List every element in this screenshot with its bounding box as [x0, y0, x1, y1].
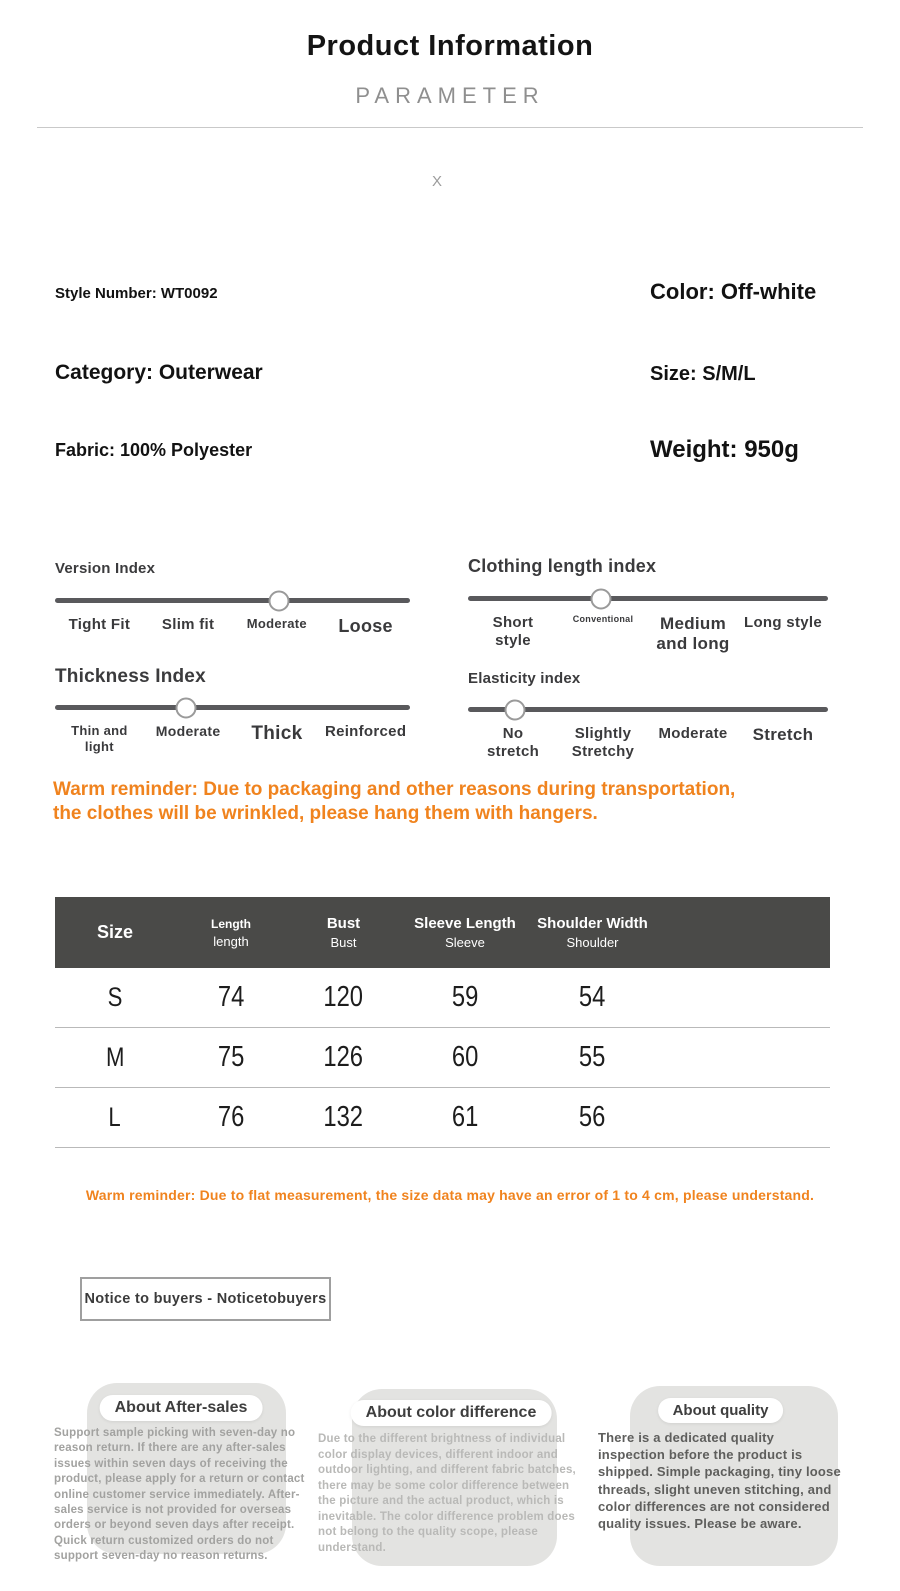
slider-label: Long style — [743, 614, 822, 631]
table-row-l — [55, 1088, 830, 1148]
slider-labels — [55, 723, 410, 754]
table-cell: 132 — [323, 1101, 364, 1133]
table-cell: 60 — [451, 1041, 479, 1073]
header-cell-length: Length length — [211, 916, 251, 949]
header-cell-bust: Bust Bust — [326, 915, 361, 950]
version-index-slider — [55, 560, 410, 638]
info-box-title: About color difference — [351, 1400, 552, 1426]
slider-track — [468, 707, 828, 712]
table-cell — [655, 1028, 830, 1087]
slider-track — [55, 705, 410, 710]
slider-title: Elasticity index — [468, 670, 581, 687]
product-fabric: Fabric: 100% Polyester — [55, 440, 253, 460]
table-cell: 126 — [323, 1041, 364, 1073]
slider-label: Slightly Stretchy — [571, 725, 635, 760]
slider-handle[interactable] — [591, 588, 612, 609]
slider-title: Version Index — [55, 560, 156, 577]
thickness-index-slider — [55, 666, 410, 754]
product-weight: Weight: 950g — [650, 436, 799, 463]
slider-label: Conventional — [572, 614, 634, 624]
slider-labels — [55, 616, 410, 638]
table-cell: 61 — [451, 1101, 479, 1133]
table-cell: 76 — [217, 1101, 245, 1133]
warm-reminder-transport — [53, 778, 853, 825]
table-cell — [655, 968, 830, 1027]
header-cell-size: Size — [96, 922, 134, 942]
table-cell: 54 — [579, 981, 606, 1013]
table-cell: L — [108, 1102, 122, 1132]
page-title: Product Information — [306, 30, 594, 62]
table-cell: 56 — [579, 1101, 606, 1133]
slider-handle[interactable] — [504, 699, 525, 720]
slider-label: Loose — [338, 616, 393, 636]
notice-to-buyers-label: Notice to buyers - Noticetobuyers — [84, 1291, 327, 1307]
table-cell: 74 — [217, 981, 245, 1013]
table-cell: 55 — [579, 1041, 606, 1073]
slider-title: Clothing length index — [468, 556, 657, 576]
slider-label: Reinforced — [324, 723, 407, 740]
broken-image-placeholder: X — [431, 173, 442, 190]
slider-label: No stretch — [486, 725, 540, 760]
info-box-title: About quality — [658, 1398, 784, 1423]
table-cell — [655, 1088, 830, 1147]
warm-reminder-measurement: Warm reminder: Due to flat measurement, the size data may have an error of 1 to 4 cm, please understand. — [85, 1187, 815, 1203]
info-box-body: Due to the different brightness of individual color display devices, different indoor and outdoor lighting, and different fabric batches, there may be some color difference between the picture and the actual product, which is inevitable. The color difference problem does not belong to the quality scope, please understand. — [318, 1433, 576, 1554]
slider-label: Tight Fit — [68, 616, 131, 633]
header-cell-shoulder-width: Shoulder Width Shoulder — [537, 915, 648, 950]
warm-reminder-line: Warm reminder: Due to packaging and other reasons during transportation, — [53, 779, 736, 800]
header-cell-empty — [655, 897, 830, 968]
slider-label: Medium and long — [656, 614, 730, 654]
table-cell: M — [105, 1042, 125, 1072]
slider-label: Stretch — [752, 725, 814, 744]
slider-labels — [468, 725, 828, 761]
slider-label: Short style — [492, 614, 534, 649]
product-style-number: Style Number: WT0092 — [55, 285, 218, 302]
header-cell-sleeve-length: Sleeve Length Sleeve — [414, 915, 516, 950]
header-divider — [37, 127, 863, 128]
size-table — [55, 897, 830, 1148]
info-box-body: There is a dedicated quality inspection before the product is shipped. Simple packaging, tiny loose threads, slight uneven stitching, and color differences are not considered quality issues. Please be aware. — [598, 1430, 841, 1532]
slider-track — [468, 596, 828, 601]
size-table-header — [55, 897, 830, 968]
slider-label: Moderate — [155, 723, 221, 739]
slider-label: Thin and light — [71, 723, 128, 754]
slider-labels — [468, 614, 828, 655]
table-cell: 120 — [323, 981, 364, 1013]
slider-handle[interactable] — [268, 590, 289, 611]
product-category: Category: Outerwear — [55, 361, 263, 384]
product-color: Color: Off-white — [650, 279, 817, 304]
clothing-length-slider — [468, 556, 828, 655]
info-box-body: Support sample picking with seven-day no reason return. If there are any after-sales issues within seven days of receiving the product, please apply for a return or contact online customer service immediately. After-sales service is not provided for overseas orders or beyond seven days after receipt. Quick return customized orders do not support seven-day no reason returns. — [54, 1427, 305, 1563]
warm-reminder-line: the clothes will be wrinkled, please hang them with hangers. — [53, 802, 598, 824]
table-cell: 75 — [217, 1041, 245, 1073]
slider-label: Moderate — [246, 616, 307, 631]
slider-handle[interactable] — [176, 697, 197, 718]
slider-label: Slim fit — [161, 616, 215, 633]
notice-to-buyers-box — [80, 1277, 331, 1321]
slider-label: Thick — [251, 723, 303, 744]
slider-title: Thickness Index — [55, 666, 206, 687]
page-subtitle: PARAMETER — [355, 83, 545, 108]
product-size: Size: S/M/L — [650, 363, 756, 385]
info-box-title: About After-sales — [100, 1395, 263, 1421]
table-cell: 59 — [451, 981, 479, 1013]
table-cell: S — [107, 982, 123, 1012]
slider-track — [55, 598, 410, 603]
table-row-s — [55, 968, 830, 1028]
elasticity-index-slider — [468, 670, 828, 761]
table-row-m — [55, 1028, 830, 1088]
slider-label: Moderate — [658, 725, 728, 742]
